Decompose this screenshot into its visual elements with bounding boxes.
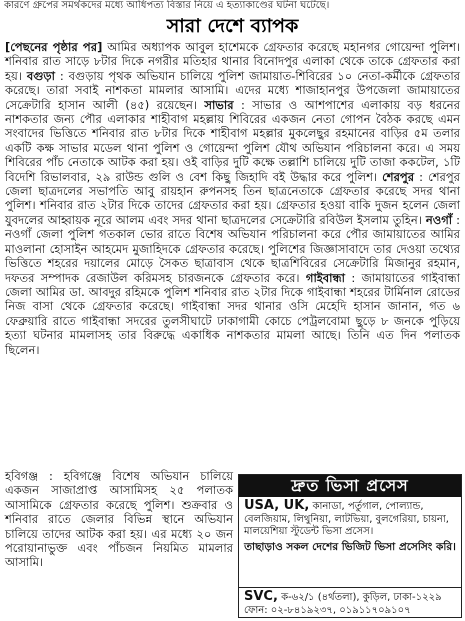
paragraph-rajshahi: আমির অধ্যাপক আবুল হাশেমকে গ্রেফতার করেছে মহানগর গোয়েন্দা পুলিশ। শনিবার রাত সাড়ে ৮টার দিকে নগরীর মতিহার থানার বিনোদপুর এলাকা থেকে তাকে গ্রেফতার করা হয়। [5,40,460,83]
paragraph-gaibandha: : জামায়াতের গাইবান্ধা জেলা আমির ডা. আবদুর রহিমকে পুলিশ শনিবার রাত ২টার দিকে গাইবান্ধা শহরের টার্মিনাল রোডের নিজ বাসা থেকে গ্রেফতার করেছে। গাইবান্ধা সদর থানার ওসি মেহেদি হাসান জানান, গত ৬ ফেব্রুয়ারি রাতে গাইবান্ধা সদরের তুলসীঘাটে ঢাকাগামী কোচে পেট্রলবোমা ছুড়ে ৮ জনকে পুড়িয়ে হত্যা ঘটনার মামলাসহ তার বিরুদ্ধে একাধিক নাশকতার মামলা আছে। তিনি এত দিন পলাতক ছিলেন। [5,270,461,357]
ad-address: ক-৬২/১ (৪র্থতলা), কুড়িল, ঢাকা-১২২৯ [277,592,442,603]
paragraph-savar: : সাভার ও আশপাশের এলাকায় বড় ধরনের নাশকতার জন্য পৌর এলাকার শাহীবাগ মহল্লায় শিবিরের একজন নেতা গোপন বৈঠক করছে এমন সংবাদের ভিত্তিতে শনিবার রাত ৮টার দিকে শাহীবাগ মহল্লার মুকলেছুর রহমানের বাড়ির ৫ম তলার একটি কক্ষ সাভার মডেল থানা পুলিশ ও গোয়েন্দা পুলিশ যৌথ অভিযান পরিচালনা করে। এ সময় শিবিরের পাঁচ নেতাকে আটক করা হয়। ওই বাড়ির দুটি কক্ষে তল্লাশি চালিয়ে দুটি তাজা ককটেল, ১টি বিদেশি রিভালবার, ২৯ রাউন্ড গুলি ও বেশ কিছু জিহাদি বই উদ্ধার করে পুলিশ। [5,97,460,184]
place-label-habiganj: হবিগঞ্জ [5,469,39,483]
paragraph-habiganj: : হবিগঞ্জে বিশেষ অভিযান চালিয়ে একজন সাজাপ্রাপ্ত আসামিসহ ২৫ পলাতক আসামিকে গ্রেফতার করেছে পুলিশ। শুক্রবার ও শনিবার রাতে জেলার বিভিন্ন স্থানে অভিযান চালিয়ে তাদের আটক করা হয়। এর মধ্যে ২০ জন পরোয়ানাভুক্ত এবং পাঁচজন নিয়মিত মামলার আসামি। [5,469,233,570]
ad-body [239,497,461,554]
place-label-bogura: বগুড়া [26,68,55,83]
previous-article-tail: কারণে গ্রুপের সমর্থকদের মধ্যে আধিপত্য বিস্তার নিয়ে এ হত্যাকাণ্ডের ঘটনা ঘটেছে। [4,0,330,11]
ad-phone: ফোন: ০২-৮৪১৯২৩৭, ০১৯১১৭০৯১০৭ [244,605,411,616]
paragraph-bogura: : বগুড়ায় পৃথক অভিযান চালিয়ে পুলিশ জামায়াত-শিবিরের ১০ নেতা-কর্মীকে গ্রেফতার করেছে। তারা সবাই নাশকতা মামলার আসামি। এদের মধ্যে শাজাহানপুর উপজেলা জামায়াতের সেক্রেটারি হাসান আলী (৪৫) রয়েছেন। [5,68,461,112]
ad-countries [244,500,456,539]
place-label-sherpur: শেরপুর [382,169,415,184]
paragraph-naogaon: : নওগাঁ জেলা পুলিশ গতকাল ভোর রাতে বিশেষ অভিযান পরিচালনা করে পৌর জামায়াতের আমির মাওলানা হোসাইন আহমেদ মুজাহিদকে গ্রেফতার করেছে। পুলিশের জিজ্ঞাসাবাদে তার দেওয়া তথ্যের ভিত্তিতে শহরের দয়ালের মোড়ে সৈকত ছাত্রাবাস থেকে ছাত্রশিবিরের সেক্রেটারি মিজানুর রহমান, দফতর সম্পাদক রেজাউল করিমসহ চারজনকে গ্রেফতার করে। [5,212,461,285]
article-body-lower [5,469,233,570]
headline: সারা দেশে ব্যাপক [166,15,299,37]
continued-marker: [পেছনের পৃষ্ঠার পর] [5,40,103,54]
ad-title: দ্রুত ভিসা প্রসেস [239,475,461,497]
ad-note: তাছাড়াও সকল দেশের ভিজিট ভিসা প্রসেসিং করি। [244,540,456,553]
place-label-gaibandha: গাইবান্ধা [305,270,345,285]
ad-company: SVC, [244,589,278,604]
ad-countries-bn: কানাডা, পর্তুগাল, পোল্যান্ড, বেলজিয়াম, লিথুনিয়া, লাটভিয়া, বুলগেরিয়া, চায়না, মালয়েশিয়া স্টুডেন্ট ভিসা প্রসেস। [244,501,449,537]
ad-contact [239,587,461,617]
visa-advertisement [238,474,462,618]
article-body [5,40,460,357]
ad-countries-en: USA, UK, [244,498,310,513]
place-label-naogaon: নওগাঁ [425,212,453,227]
paragraph-sherpur: : শেরপুর জেলা ছাত্রদলের সভাপতি আবু রায়হান রুপনসহ তিন ছাত্রনেতাকে গ্রেফতার করেছে সদর থানা পুলিশ। শনিবার রাত ২টার দিকে তাদের গ্রেফতার করা হয়। গ্রেফতার হওয়া বাকি দুজন হলেন জেলা যুবদলের আহ্বায়ক নূরে আলম এবং সদর থানা ছাত্রদলের সেক্রেটারি রবিউল ইসলাম তুহিন। [5,169,461,227]
place-label-savar: সাভার [204,97,234,112]
